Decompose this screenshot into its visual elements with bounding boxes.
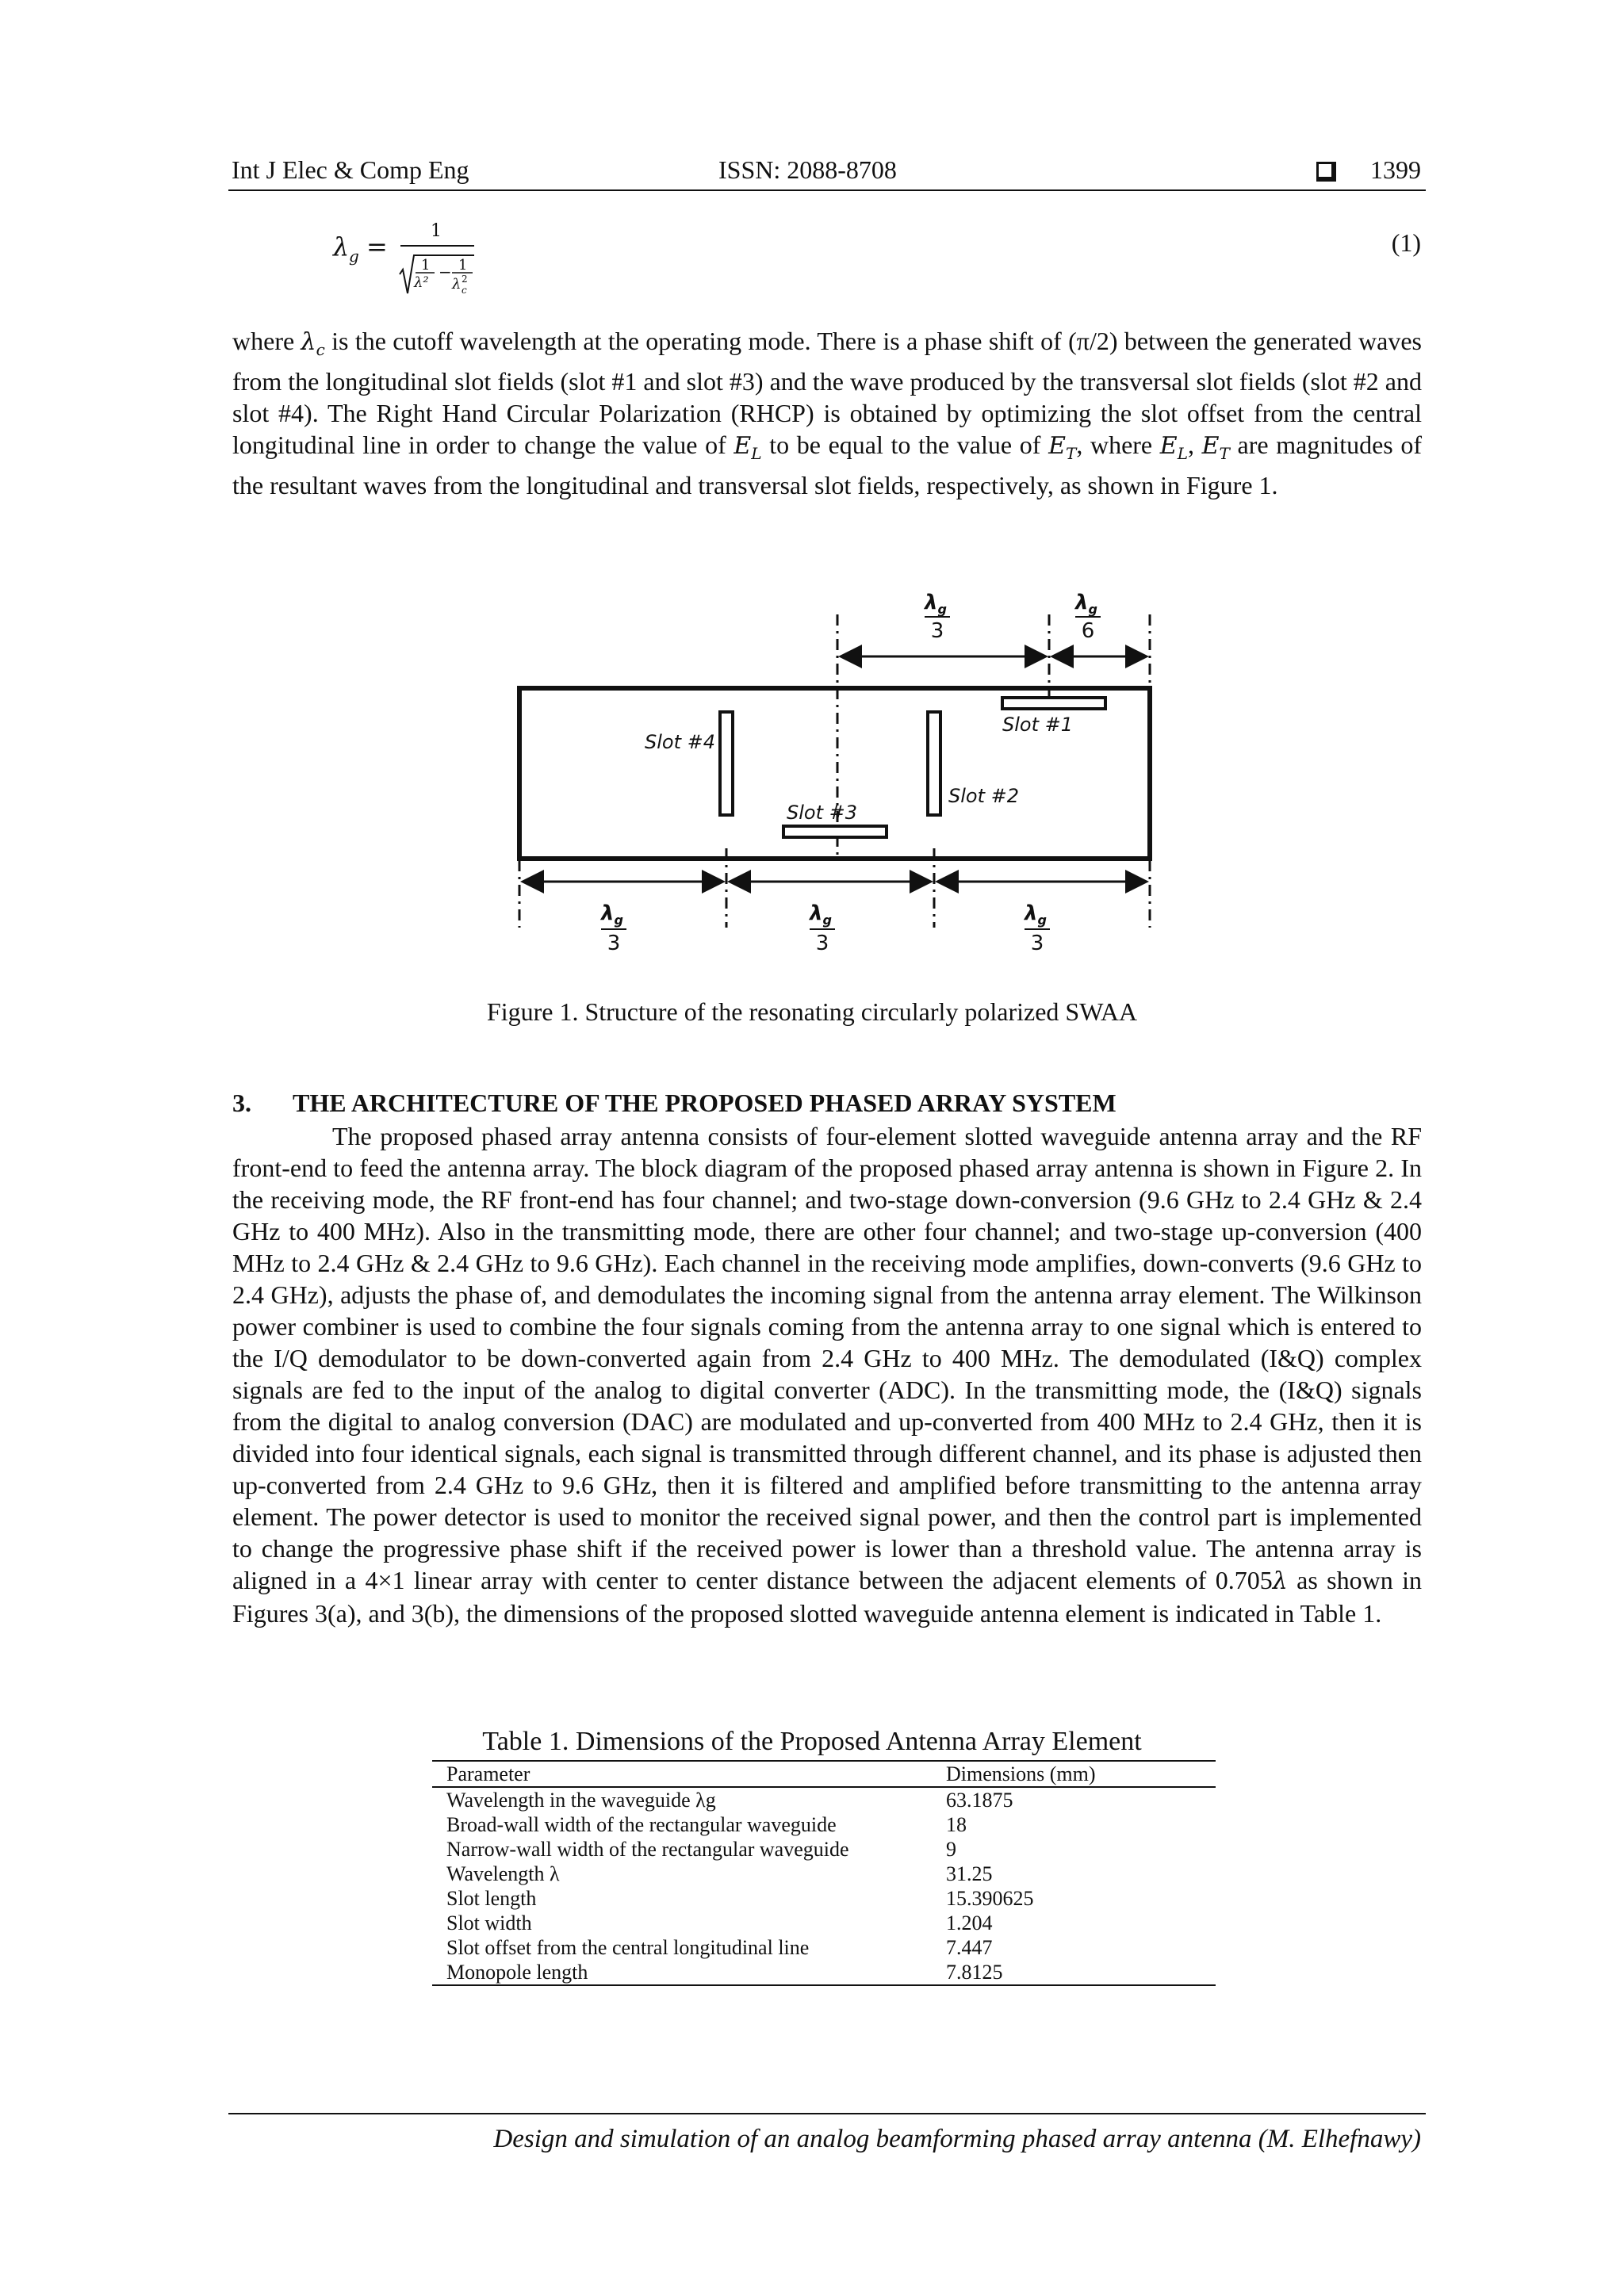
lambda-symbol: λ xyxy=(810,901,823,925)
table-cell: 18 xyxy=(946,1813,967,1836)
math-subscript: T xyxy=(1065,444,1077,463)
slot-4-label: Slot #4 xyxy=(645,731,716,753)
text-run: where xyxy=(232,327,301,355)
lambda-subscript: g xyxy=(822,913,832,928)
math-subscript: T xyxy=(1219,444,1230,463)
table-row xyxy=(432,1837,1216,1862)
eq-inner2-den: λ xyxy=(452,276,462,293)
math-e-l xyxy=(1159,432,1188,463)
paragraph-architecture xyxy=(232,1120,1422,1629)
label-lambda-g-over-3 xyxy=(808,901,835,955)
table-cell: Slot offset from the central longitudinal line xyxy=(446,1936,810,1959)
lambda-subscript: g xyxy=(1088,602,1097,617)
eq-lhs: λ xyxy=(333,232,350,262)
slot-1-label: Slot #1 xyxy=(1002,714,1074,736)
footer-rule xyxy=(228,2113,1426,2114)
table-header-row xyxy=(432,1761,1216,1787)
slot-4 xyxy=(720,712,733,815)
text-run: , xyxy=(1187,430,1202,459)
slot-3-label: Slot #3 xyxy=(787,802,858,824)
lambda-symbol: λ xyxy=(1025,901,1038,925)
svg-text:λg xyxy=(1023,901,1047,928)
lambda-subscript: g xyxy=(1037,913,1047,928)
figure-1-caption: Figure 1. Structure of the resonating circularly polarized SWAA xyxy=(486,997,1138,1026)
text-run: The proposed phased array antenna consists of four-element slotted waveguide antenna array and the RF front-end to feed the antenna array. The block diagram of the proposed phased array antenna is shown in Figure 2. In the receiving mode, the RF front-end has four channel; and two-stage down-conversion (9.6 GHz to 2.4 GHz & 2.4 GHz to 400 MHz). Also in the transmitting mode, there are other four channel; and two-stage up-conversion (400 MHz to 2.4 GHz & 2.4 GHz to 9.6 GHz). Each channel in the receiving mode amplifies, down-converts (9.6 GHz to 2.4 GHz), adjusts the phase of, and demodulates the incoming signal from the antenna array element. The Wilkinson power combiner is used to combine the four signals coming from the antenna array to one signal which is entered to the I/Q demodulator to be down-converted again from 2.4 GHz to 400 MHz. The demodulated (I&Q) complex signals are fed to the input of the analog to digital converter (ADC). In the transmitting mode, the (I&Q) signals from the digital to analog conversion (DAC) are modulated and up-converted from 400 MHz to 2.4 GHz, then it is divided into four identical signals, each signal is transmitted through different channel, and its phase is adjusted then up-converted from 2.4 GHz to 9.6 GHz, then it is filtered and amplified before transmitting to the antenna array element. The power detector is used to monitor the received signal power, and then the control part is implemented to change the progressive phase shift if the received power is lower than a threshold value. The antenna array is aligned in a 4×1 linear array with center to center distance between the adjacent elements of 0.705 xyxy=(232,1122,1422,1594)
table-header-cell: Dimensions (mm) xyxy=(946,1762,1096,1785)
lambda-subscript: g xyxy=(937,602,947,617)
checkbox-square-icon xyxy=(1316,162,1334,179)
math-lambda: λ xyxy=(1272,1567,1288,1595)
math-subscript: L xyxy=(1177,444,1188,463)
running-header-issn: ISSN: 2088-8708 xyxy=(718,155,897,184)
svg-text:λg xyxy=(1074,591,1097,617)
table-header-cell: Parameter xyxy=(446,1762,530,1785)
denominator: 3 xyxy=(930,619,944,643)
table-row xyxy=(432,1911,1216,1935)
section-heading xyxy=(232,1089,1116,1118)
table-row xyxy=(432,1862,1216,1886)
table-1-caption: Table 1. Dimensions of the Proposed Antenna Array Element xyxy=(482,1727,1142,1756)
math-symbol: E xyxy=(1048,432,1066,460)
table-cell: Narrow-wall width of the rectangular waveguide xyxy=(446,1838,849,1861)
table-cell: 15.390625 xyxy=(946,1887,1034,1910)
svg-text:=: = xyxy=(366,232,388,262)
running-header-right xyxy=(1316,155,1421,185)
text-run: is the cutoff wavelength at the operating mode. There is a phase shift of (π/2) between the generated waves from the longitudinal slot fields (slot #1 and slot #3) and the wave produced by the transversal slot fields (slot #2 and slot #4). The Right Hand Circular Polarization (RHCP) is obtained by optimizing the slot offset from the central longitudinal line in order to change the value of xyxy=(232,327,1423,459)
table-cell: Slot width xyxy=(446,1911,532,1934)
table-row xyxy=(432,1812,1216,1837)
math-symbol: λ xyxy=(301,328,316,356)
label-lambda-g-over-3 xyxy=(599,901,626,955)
lambda-symbol: λ xyxy=(601,901,615,925)
eq-numerator: 1 xyxy=(431,221,442,241)
math-e-t xyxy=(1201,432,1230,463)
denominator: 3 xyxy=(1030,932,1044,955)
math-symbol: E xyxy=(1159,432,1178,460)
label-lambda-g-over-3 xyxy=(923,591,950,643)
eq-inner2-sup: 2 xyxy=(462,274,468,285)
figure-1-swaa-structure xyxy=(476,587,1189,975)
table-row xyxy=(432,1935,1216,1960)
math-symbol: E xyxy=(1201,432,1220,460)
math-e-l xyxy=(733,432,762,463)
page-number: 1399 xyxy=(1370,155,1421,184)
table-cell: 9 xyxy=(946,1838,956,1861)
slot-2-label: Slot #2 xyxy=(948,785,1020,807)
table-cell: 7.447 xyxy=(946,1936,993,1959)
table-cell: Wavelength in the waveguide λg xyxy=(446,1789,716,1812)
table-row xyxy=(432,1960,1216,1985)
equation-number: (1) xyxy=(1391,228,1421,257)
svg-text:λg xyxy=(599,901,623,928)
text-run: as shown in Figures 3(a), and 3(b), the dimensions of the proposed slotted waveguide antenna element is indicated in Table 1. xyxy=(232,1566,1423,1628)
table-1 xyxy=(432,1760,1216,1986)
eq-inner1-den: λ² xyxy=(414,274,429,291)
svg-text:−: − xyxy=(439,262,452,281)
math-symbol: E xyxy=(733,432,752,460)
text-run: , where xyxy=(1076,430,1160,459)
table-row xyxy=(432,1886,1216,1911)
table-cell: Broad-wall width of the rectangular waveguide xyxy=(446,1813,837,1836)
table-cell: 31.25 xyxy=(946,1862,993,1885)
table-cell: 7.8125 xyxy=(946,1961,1003,1984)
eq-inner2-num: 1 xyxy=(458,257,468,274)
math-subscript: L xyxy=(751,444,762,463)
paragraph-body xyxy=(232,1120,1422,1629)
section-title: THE ARCHITECTURE OF THE PROPOSED PHASED ARRAY SYSTEM xyxy=(293,1089,1116,1117)
denominator: 3 xyxy=(815,932,829,955)
lambda-subscript: g xyxy=(614,913,623,928)
slot-3 xyxy=(783,826,887,837)
eq-inner1-num: 1 xyxy=(421,257,431,274)
slot-1 xyxy=(1002,698,1105,709)
header-rule xyxy=(228,189,1426,191)
table-cell: 63.1875 xyxy=(946,1789,1013,1812)
table-cell: Monopole length xyxy=(446,1961,588,1984)
running-header-journal: Int J Elec & Comp Eng xyxy=(232,155,469,184)
eq-lhs-sub: g xyxy=(349,247,359,266)
svg-text:λg xyxy=(923,591,947,617)
denominator: 3 xyxy=(607,932,621,955)
label-lambda-g-over-3 xyxy=(1023,901,1050,955)
table-cell: 1.204 xyxy=(946,1911,993,1934)
table-cell: Slot length xyxy=(446,1887,537,1910)
eq-inner2-sub: c xyxy=(462,285,467,296)
math-lambda-c xyxy=(301,328,325,359)
text-run: are magnitudes of the resultant waves from the longitudinal and transversal slot fields, respectively, as shown in Figure 1. xyxy=(232,430,1423,499)
table-row xyxy=(432,1787,1216,1812)
label-lambda-g-over-6 xyxy=(1074,591,1101,643)
table-cell: Wavelength λ xyxy=(446,1862,560,1885)
math-e-t xyxy=(1048,432,1077,463)
denominator: 6 xyxy=(1081,619,1095,643)
running-footer: Design and simulation of an analog beamforming phased array antenna (M. Elhefnawy) xyxy=(493,2125,1421,2153)
lambda-symbol: λ xyxy=(925,591,938,614)
equation-1 xyxy=(325,214,515,301)
svg-text:λg xyxy=(808,901,832,928)
paragraph-polarization xyxy=(232,325,1422,501)
math-subscript: c xyxy=(316,340,325,359)
section-number: 3. xyxy=(232,1089,251,1117)
text-run: to be equal to the value of xyxy=(761,430,1049,459)
lambda-symbol: λ xyxy=(1075,591,1089,614)
slot-2 xyxy=(928,712,940,815)
